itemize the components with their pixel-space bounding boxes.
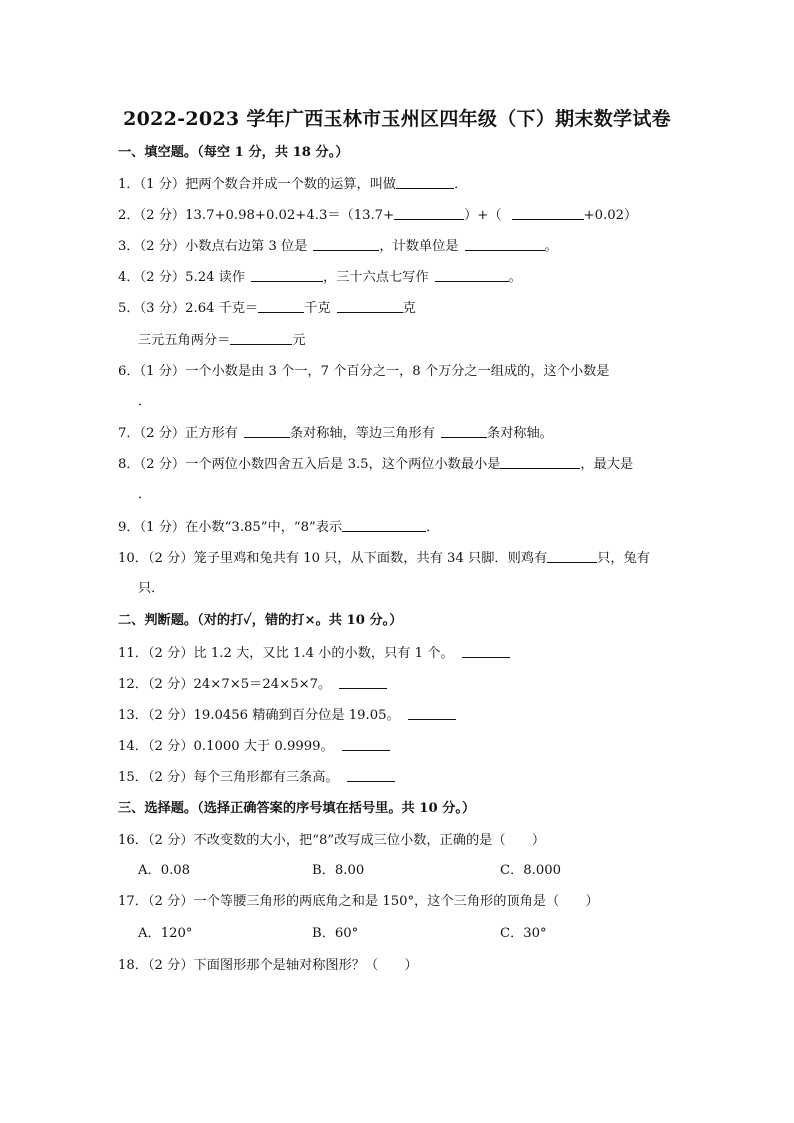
option-a: A．120°: [138, 926, 193, 941]
question-5: 5．（3 分）2.64 千克＝ 千克 克: [118, 301, 416, 316]
answer-blank: [251, 269, 323, 282]
question-8: 8．（2 分）一个两位小数四舍五入后是 3.5，这个两位小数最小是 ，最大是: [118, 457, 634, 472]
question-6: 6．（1 分）一个小数是由 3 个一，7 个百分之一，8 个万分之一组成的，这个小数是: [118, 364, 610, 379]
question-2: 2．（2 分）13.7+0.98+0.02+4.3＝（13.7+ ）+（ +0.02）: [118, 208, 638, 223]
section-heading-multiple-choice: 三、选择题。（选择正确答案的序号填在括号里。共 10 分。）: [118, 801, 476, 816]
question-9: 9．（1 分）在小数“3.85”中，“8”表示 ．: [118, 520, 440, 535]
answer-blank: [396, 176, 454, 189]
question-6-continuation: ．: [138, 394, 152, 409]
answer-blank: [547, 550, 597, 563]
page-title: 2022-2023 学年广西玉林市玉州区四年级（下）期末数学试卷: [123, 108, 671, 130]
question-3: 3．（2 分）小数点右边第 3 位是 ，计数单位是 。: [118, 239, 558, 254]
answer-blank: [441, 425, 487, 438]
option-a: A．0.08: [138, 863, 191, 878]
question-12: 12．（2 分）24×7×5＝24×5×7。: [118, 676, 387, 694]
answer-blank: [258, 300, 304, 313]
answer-blank: [435, 269, 509, 282]
question-14: 14．（2 分）0.1000 大于 0.9999。: [118, 738, 390, 756]
question-13: 13．（2 分）19.0456 精确到百分位是 19.05。: [118, 707, 456, 725]
question-16: 16．（2 分）不改变数的大小，把“8”改写成三位小数，正确的是（ ）: [118, 833, 546, 848]
answer-blank: [337, 300, 403, 313]
answer-blank: [462, 645, 510, 658]
question-8-continuation: ．: [138, 487, 152, 502]
section-heading-fill-blank: 一、填空题。（每空 1 分，共 18 分。）: [118, 145, 349, 160]
question-11: 11．（2 分）比 1.2 大，又比 1.4 小的小数，只有 1 个。: [118, 645, 510, 663]
question-15: 15．（2 分）每个三角形都有三条高。: [118, 769, 395, 787]
question-10: 10．（2 分）笼子里鸡和兔共有 10 只，从下面数，共有 34 只脚．则鸡有 只，兔有: [118, 551, 650, 566]
answer-blank: [339, 676, 387, 689]
answer-blank: [342, 738, 390, 751]
question-18: 18．（2 分）下面图形那个是轴对称图形？（ ）: [118, 958, 418, 973]
answer-blank: [512, 207, 584, 220]
answer-blank: [465, 238, 545, 251]
option-c: C．30°: [500, 926, 547, 941]
answer-blank: [394, 207, 464, 220]
option-c: C．8.000: [500, 863, 562, 878]
answer-blank: [313, 238, 379, 251]
question-4: 4．（2 分）5.24 读作 ，三十六点七写作 。: [118, 270, 522, 285]
section-heading-true-false: 二、判断题。（对的打✓，错的打×。共 10 分。）: [118, 613, 403, 628]
question-17: 17．（2 分）一个等腰三角形的两底角之和是 150°，这个三角形的顶角是（ ）: [118, 894, 599, 909]
option-b: B．60°: [312, 926, 359, 941]
question-5-line-2: 三元五角两分＝ 元: [138, 333, 306, 348]
answer-blank: [230, 332, 292, 345]
answer-blank: [500, 456, 580, 469]
question-7: 7．（2 分）正方形有 条对称轴，等边三角形有 条对称轴。: [118, 426, 553, 441]
question-10-continuation: 只．: [138, 581, 165, 596]
answer-blank: [408, 707, 456, 720]
question-1: 1．（1 分）把两个数合并成一个数的运算，叫做 ．: [118, 177, 468, 192]
answer-blank: [342, 519, 426, 532]
answer-blank: [244, 425, 290, 438]
answer-blank: [347, 769, 395, 782]
option-b: B．8.00: [312, 863, 365, 878]
